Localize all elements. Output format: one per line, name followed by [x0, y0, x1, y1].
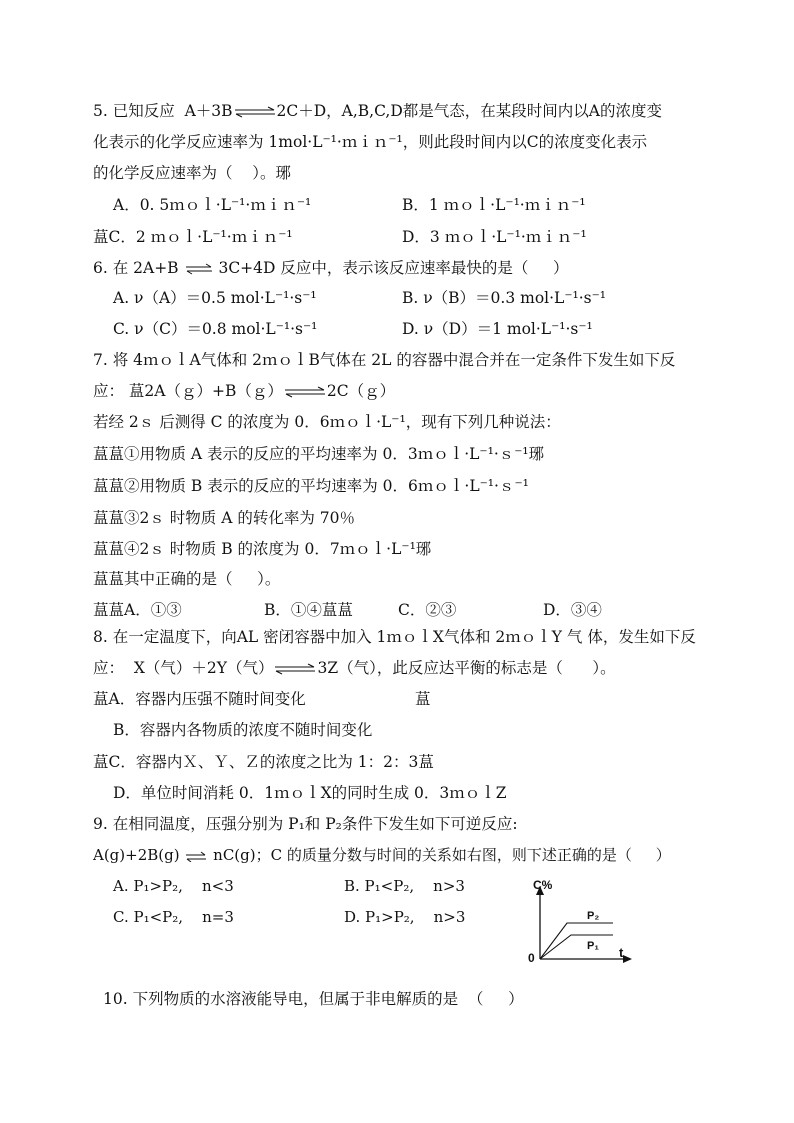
- q7-line-2: 应： 蒀2A（ｇ）+B（ｇ） 2C（ｇ）: [93, 382, 396, 400]
- q7-line-3: 若经 2ｓ 后测得 C 的浓度为 0．6ｍｏｌ·L⁻¹，现有下列几种说法：: [93, 413, 561, 431]
- q7-statement-4: 蒀蒀④2ｓ 时物质 B 的浓度为 0．7ｍｏｌ·L⁻¹琊: [93, 540, 432, 558]
- q8-option-a-mark: 蒀: [415, 690, 431, 708]
- q7-question: 蒀蒀其中正确的是（ ）。: [93, 570, 281, 588]
- p1-curve: [540, 935, 613, 959]
- q8-option-c: 蒀C．容器内Ｘ、Ｙ、Ｚ的浓度之比为 1：2：3蒀: [93, 753, 434, 771]
- q8-line-2: 应： X（气）＋2Y（气） 3Z（气），此反应达平衡的标志是（ ）。: [93, 659, 616, 677]
- q7-option-a: 蒀蒀A．①③: [93, 601, 182, 619]
- q7-option-c: C．②③: [398, 601, 457, 619]
- q8-option-a: 蒀A．容器内压强不随时间变化: [93, 690, 306, 708]
- q9-option-a: A. P₁>P₂, n<3: [113, 877, 234, 895]
- q5-line-1: 5. 已知反应 A＋3B 2C＋D，A,B,C,D都是气态，在某段时间内以A的浓度变: [93, 102, 662, 120]
- q9-option-b: B. P₁<P₂, n>3: [344, 877, 465, 895]
- y-axis-label: C%: [533, 878, 553, 892]
- q5-line-2: 化表示的化学反应速率为 1mol·L⁻¹·ｍｉｎ⁻¹，则此段时间内以C的浓度变化表示: [93, 133, 648, 151]
- q10-line-1: 10. 下列物质的水溶液能导电，但属于非电解质的是 （ ）: [103, 990, 524, 1008]
- x-axis-arrow: [623, 955, 632, 963]
- q9-option-d: D. P₁>P₂, n>3: [344, 908, 466, 926]
- equilibrium-arrow-icon: [184, 263, 214, 275]
- q5-option-b: B．1 ｍｏｌ·L⁻¹·ｍｉｎ⁻¹: [402, 196, 586, 214]
- q7-statement-1: 蒀蒀①用物质 A 表示的反应的平均速率为 0．3ｍｏｌ·L⁻¹·ｓ⁻¹琊: [93, 445, 545, 463]
- q6-line-1: 6. 在 2A+B 3C+4D 反应中，表示该反应速率最快的是（ ）: [93, 259, 569, 277]
- equilibrium-arrow-icon: [233, 106, 277, 118]
- q7-statement-2: 蒀蒀②用物质 B 表示的反应的平均速率为 0．6ｍｏｌ·L⁻¹·ｓ⁻¹: [93, 477, 529, 495]
- q7-option-b: B．①④蒀蒀: [264, 601, 353, 619]
- q7-line-1: 7. 将 4ｍｏｌA气体和 2ｍｏｌB气体在 2L 的容器中混合并在一定条件下发生如下反: [93, 351, 676, 369]
- q8-line-1: 8. 在一定温度下，向AL 密闭容器中加入 1ｍｏｌX气体和 2ｍｏｌY 气 体，发生如下反: [93, 628, 696, 646]
- p2-curve-label: P₂: [587, 910, 600, 922]
- q5-option-c: 蒀C．2 ｍｏｌ·L⁻¹·ｍｉｎ⁻¹: [93, 228, 293, 246]
- p1-curve-label: P₁: [587, 940, 599, 952]
- q5-line-3: 的化学反应速率为（ ）。琊: [93, 164, 291, 182]
- equilibrium-arrow-icon: [184, 850, 208, 862]
- q7-statement-3: 蒀蒀③2ｓ 时物质 A 的转化率为 70％: [93, 509, 355, 527]
- p2-curve: [540, 923, 613, 959]
- q9-option-c: C. P₁<P₂, n=3: [113, 908, 234, 926]
- equilibrium-arrow-icon: [283, 386, 327, 398]
- q6-option-a: A. ν（A）＝0.5 mol·L⁻¹·s⁻¹: [113, 289, 317, 307]
- q8-option-d: D．单位时间消耗 0．1ｍｏｌX的同时生成 0．3ｍｏｌZ: [113, 784, 507, 802]
- origin-label: 0: [528, 951, 535, 965]
- q9-line-1: 9. 在相同温度，压强分别为 P₁和 P₂条件下发生如下可逆反应:: [93, 815, 518, 833]
- q6-option-b: B. ν（B）＝0.3 mol·L⁻¹·s⁻¹: [402, 289, 607, 307]
- equilibrium-arrow-icon: [273, 663, 317, 675]
- q6-option-d: D. ν（D）＝1 mol·L⁻¹·s⁻¹: [402, 320, 593, 338]
- q6-option-c: C. ν（C）＝0.8 mol·L⁻¹·s⁻¹: [113, 320, 318, 338]
- q5-option-d: D．3 ｍｏｌ·L⁻¹·ｍｉｎ⁻¹: [402, 228, 587, 246]
- q9-line-2: A(g)+2B(g) nC(g)；C 的质量分数与时间的关系如右图，则下述正确的是（ ）: [93, 846, 671, 864]
- x-axis-label: t: [619, 945, 624, 960]
- c-percent-time-graph: [527, 877, 639, 967]
- q5-option-a: A．0. 5ｍｏｌ·L⁻¹·ｍｉｎ⁻¹: [113, 196, 312, 214]
- q8-option-b: B．容器内各物质的浓度不随时间变化: [113, 721, 373, 739]
- q7-option-d: D．③④: [543, 601, 602, 619]
